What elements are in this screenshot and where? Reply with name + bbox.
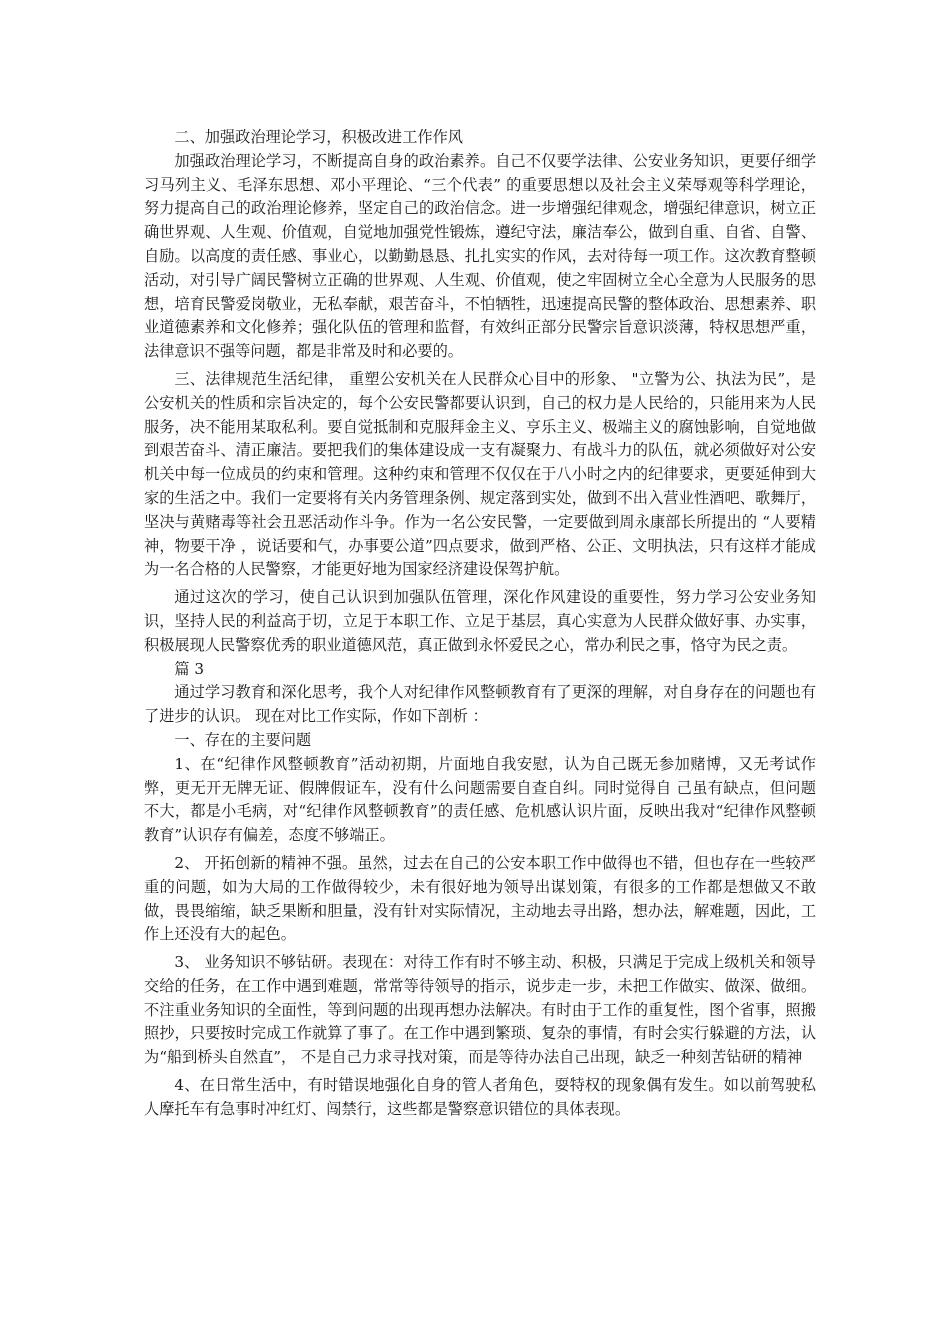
section2-body: 加强政治理论学习，不断提高自身的政治素养。自己不仅要学法律、公安业务知识，更要仔细学习马列主义、毛泽东思想、邓小平理论、“三个代表” 的重要思想以及社会主义荣辱观等科学理论，努力提高自己的政治理论修养，坚定自己的政治信念。进一步增强纪律观念，增强纪律意识，树立正确世界观、人生观、价值观，自觉地加强党性锻炼，遵纪守法，廉洁奉公，做到自重、自省、自警、自励。以高度的责任感、事业心，以勤勤恳恳、扎扎实实的作风，去对待每一项工作。这次教育整顿活动，对引导广阔民警树立正确的世界观、人生观、价值观，使之牢固树立全心全意为人民服务的思想，培育民警爱岗敬业，无私奉献，艰苦奋斗，不怕牺牲，迅速提高民警的整体政治、思想素养、职业道德素养和文化修养；强化队伍的管理和监督，有效纠正部分民警宗旨意识淡薄，特权思想严重，法律意识不强等问题，都是非常及时和必要的。	[144, 151, 816, 361]
section3-body: 三、法律规范生活纪律， 重塑公安机关在人民群众心目中的形象、 "立警为公、执法为民”，是公安机关的性质和宗旨决定的，每个公安民警都要认识到，自己的权力是人民给的，只能用来为人民服务，决不能用某取私利。要自觉抵制和克服拜金主义、亨乐主义、极端主义的腐蚀影响，自觉地做到艰苦奋斗、清正廉洁。要把我们的集体建设成一支有凝聚力、有战斗力的队伍，就必须做好对公安机关中每一位成员的约束和管理。这种约束和管理不仅仅在于八小时之内的纪律要求，更要延伸到大家的生活之中。我们一定要将有关内务管理条例、规定落到实处，做到不出入营业性酒吧、歌舞厅，坚决与黄赌毒等社会丑恶活动作斗争。作为一名公安民警，一定要做到周永康部长所提出的 “人要精神，物要干净 ，说话要和气，办事要公道”四点要求，做到严格、公正、文明执法，只有这样才能成为一名合格的人民警察，才能更好地为国家经济建设保驾护航。	[144, 369, 816, 579]
section2-heading: 二、加强政治理论学习，积极改进工作作风	[174, 128, 463, 146]
problem-item-3: 3、 业务知识不够钻研。表现在：对待工作有时不够主动、积极，只满足于完成上级机关和领导交给的任务，在工作中遇到难题，常常等待领导的指示，说步走一步，未把工作做实、做深、做细。不注重业务知识的全面性，等到问题的出现再想办法解决。有时由于工作的重复性，图个省事，照搬照抄，只要按时完成工作就算了事了。在工作中遇到繁琐、复杂的事情，有时会实行躲避的方法，认为“船到桥头自然直”， 不是自己力求寻找对策，而是等待办法自己出现，缺乏一种刻苦钻研的精神	[144, 953, 816, 1067]
problem-item-4: 4、在日常生活中，有时错误地强化自身的管人者角色，耍特权的现象偶有发生。如以前驾驶私人摩托车有急事时冲红灯、闯禁行，这些都是警察意识错位的具体表现。	[144, 1076, 816, 1118]
conclusion-paragraph: 通过这次的学习，使自己认识到加强队伍管理，深化作风建设的重要性，努力学习公安业务知识，坚持人民的利益高于切，立足于本职工作、立足于基层，真心实意为人民群众做好事、办实事，积极展现人民警察优秀的职业道德风范，真正做到永怀爱民之心，常办利民之事，恪守为民之责。	[144, 588, 816, 654]
part3-heading-problems: 一、存在的主要问题	[174, 730, 312, 749]
part-label: 篇 3	[174, 659, 205, 678]
problem-item-2: 2、 开拓创新的精神不强。虽然，过去在自己的公安本职工作中做得也不错，但也存在一些较严重的问题，如为大局的工作做得较少，未有很好地为领导出谋划策，有很多的工作都是想做又不敢做，畏畏缩缩，缺乏果断和胆量，没有针对实际情况，主动地去寻出路，想办法，解难题，因此，工作上还没有大的起色。	[144, 853, 816, 944]
problem-item-1: 1、在“纪律作风整顿教育”活动初期，片面地自我安慰，认为自己既无参加赌博，又无考试作弊，更无开无牌无证、假牌假证车，没有什么问题需要自查自纠。同时觉得自 己虽有缺点，但问题不大，都是小毛病，对“纪律作风整顿教育”的责任感、危机感认识片面，反映出我对“纪律作风整顿教育”认识存有偏差，态度不够端正。	[144, 754, 816, 845]
part3-intro: 通过学习教育和深化思考，我个人对纪律作风整顿教育有了更深的理解，对自身存在的问题也有了进步的认识。 现在对比工作实际，作如下剖析 ：	[144, 683, 816, 726]
document-page	[144, 126, 816, 1122]
